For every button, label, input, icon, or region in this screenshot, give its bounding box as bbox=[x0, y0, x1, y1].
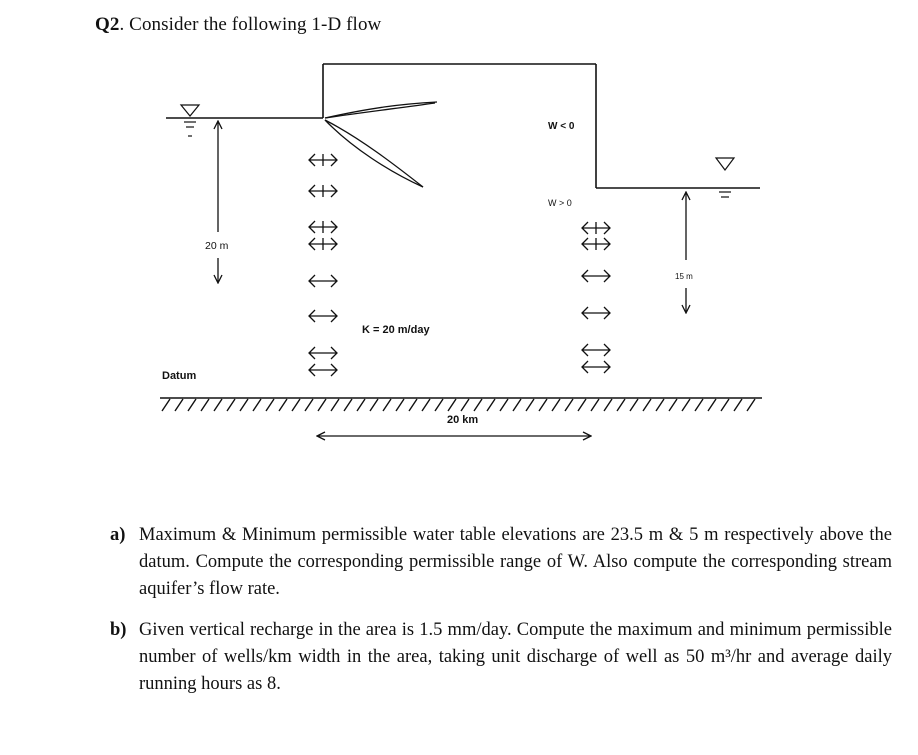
left-double-arrow bbox=[309, 347, 337, 359]
right-double-arrow bbox=[582, 344, 610, 356]
left-double-arrow bbox=[309, 310, 337, 322]
question-number: Q2 bbox=[95, 14, 120, 35]
part-b-marker: b) bbox=[110, 620, 127, 640]
question-text: . Consider the following 1-D flow bbox=[119, 14, 382, 35]
right-boundary-arrows bbox=[582, 222, 610, 373]
left-height-label: 20 m bbox=[205, 240, 229, 252]
part-b bbox=[110, 617, 892, 698]
w-positive-label: W > 0 bbox=[548, 198, 572, 208]
left-water-table-symbol bbox=[181, 105, 199, 136]
right-height-label: 15 m bbox=[675, 272, 693, 281]
right-double-arrow bbox=[582, 307, 610, 319]
part-a bbox=[110, 522, 892, 603]
datum-label: Datum bbox=[162, 370, 197, 382]
left-height-dimension bbox=[205, 122, 229, 282]
left-double-arrow bbox=[309, 275, 337, 287]
right-double-arrow bbox=[582, 361, 610, 373]
width-label: 20 km bbox=[447, 414, 479, 426]
left-boundary-arrows bbox=[309, 154, 337, 376]
water-table-curves bbox=[325, 102, 437, 187]
w-negative-label: W < 0 bbox=[548, 121, 575, 132]
width-dimension bbox=[318, 414, 590, 436]
datum-ground bbox=[160, 398, 762, 411]
conductivity-label: K = 20 m/day bbox=[362, 324, 430, 336]
right-double-arrow bbox=[582, 270, 610, 282]
part-b-text: Given vertical recharge in the area is 1.5 mm/day. Compute the maximum and minimum permissible number of wells/km width in the area, taking unit discharge of well as 50 m³/hr and average daily running hours as 8. bbox=[139, 620, 892, 694]
part-a-marker: a) bbox=[110, 525, 126, 545]
right-height-dimension bbox=[675, 193, 693, 312]
left-double-arrow bbox=[309, 364, 337, 376]
part-a-text: Maximum & Minimum permissible water table elevations are 23.5 m & 5 m respectively above the datum. Compute the corresponding permissible range of W. Also compute the corresponding stream aquifer’s flow rate. bbox=[139, 525, 892, 599]
right-water-table-symbol bbox=[716, 158, 734, 197]
